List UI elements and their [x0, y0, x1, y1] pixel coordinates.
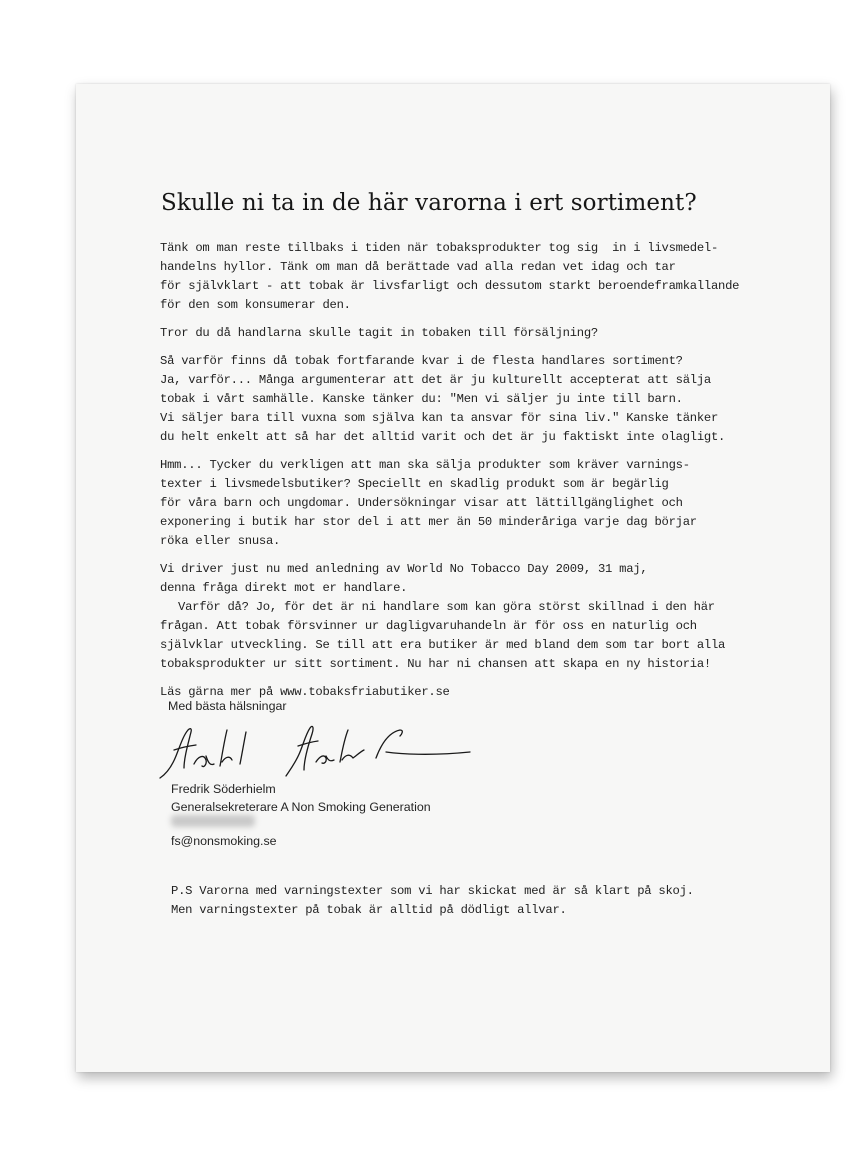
ps-line: P.S Varorna med varningstexter som vi har skickat med är så klart på skoj.: [171, 884, 694, 898]
signer-email: fs@nonsmoking.se: [171, 834, 277, 848]
paragraph-5: [160, 560, 810, 674]
paragraph-2: [160, 324, 810, 343]
text-line: Hmm... Tycker du verkligen att man ska sälja produkter som kräver varnings-: [160, 458, 690, 472]
text-line: exponering i butik har stor del i att mer än 50 minderåriga varje dag börjar: [160, 515, 697, 529]
letter-title: Skulle ni ta in de här varorna i ert sortiment?: [161, 190, 697, 216]
text-line: Vi säljer bara till vuxna som själva kan ta ansvar för sina liv." Kanske tänker: [160, 411, 719, 425]
text-line: för våra barn och ungdomar. Undersökningar visar att lättillgänglighet och: [160, 496, 683, 510]
ps-line: Men varningstexter på tobak är alltid på dödligt allvar.: [171, 903, 567, 917]
letter-body: [160, 239, 810, 702]
signer-name: Fredrik Söderhielm: [171, 782, 276, 796]
paragraph-3: [160, 352, 810, 447]
text-line: för självklart - att tobak är livsfarligt och dessutom starkt beroendeframkallande: [160, 279, 740, 293]
text-line: denna fråga direkt mot er handlare.: [160, 581, 408, 595]
paragraph-4: [160, 456, 810, 551]
website-line: Läs gärna mer på www.tobaksfriabutiker.se: [160, 685, 450, 699]
text-line: självklar utveckling. Se till att era butiker är med bland dem som tar bort alla: [160, 638, 726, 652]
text-line: tobaksprodukter ur sitt sortiment. Nu har ni chansen att skapa en ny historia!: [160, 657, 711, 671]
paragraph-1: [160, 239, 810, 315]
text-line: Varför då? Jo, för det är ni handlare som kan göra störst skillnad i den här: [178, 600, 715, 614]
text-line: handelns hyllor. Tänk om man då berättade vad alla redan vet idag och tar: [160, 260, 676, 274]
text-line: texter i livsmedelsbutiker? Speciellt en skadlig produkt som är begärlig: [160, 477, 669, 491]
text-line: Så varför finns då tobak fortfarande kvar i de flesta handlares sortiment?: [160, 354, 683, 368]
signer-block: [171, 780, 631, 816]
signer-title: Generalsekreterare A Non Smoking Generation: [171, 800, 431, 814]
text-line: Tänk om man reste tillbaks i tiden när tobaksprodukter tog sig in i livsmedel-: [160, 241, 719, 255]
closing-greeting: Med bästa hälsningar: [168, 699, 287, 713]
text-line: Ja, varför... Många argumenterar att det är ju kulturellt accepterat att sälja: [160, 373, 711, 387]
redacted-phone: [171, 815, 255, 827]
text-line: Vi driver just nu med anledning av World No Tobacco Day 2009, 31 maj,: [160, 562, 648, 576]
text-line: tobak i vårt samhälle. Kanske tänker du: "Men vi säljer ju inte till barn.: [160, 392, 683, 406]
text-line: för den som konsumerar den.: [160, 298, 351, 312]
text-line: du helt enkelt att så har det alltid varit och det är ju faktiskt inte olagligt.: [160, 430, 726, 444]
postscript: [171, 882, 694, 920]
text-line: röka eller snusa.: [160, 534, 281, 548]
handwritten-signature: [150, 706, 480, 788]
text-line: Tror du då handlarna skulle tagit in tobaken till försäljning?: [160, 326, 598, 340]
text-line: frågan. Att tobak försvinner ur dagligvaruhandeln är för oss en naturlig och: [160, 619, 697, 633]
